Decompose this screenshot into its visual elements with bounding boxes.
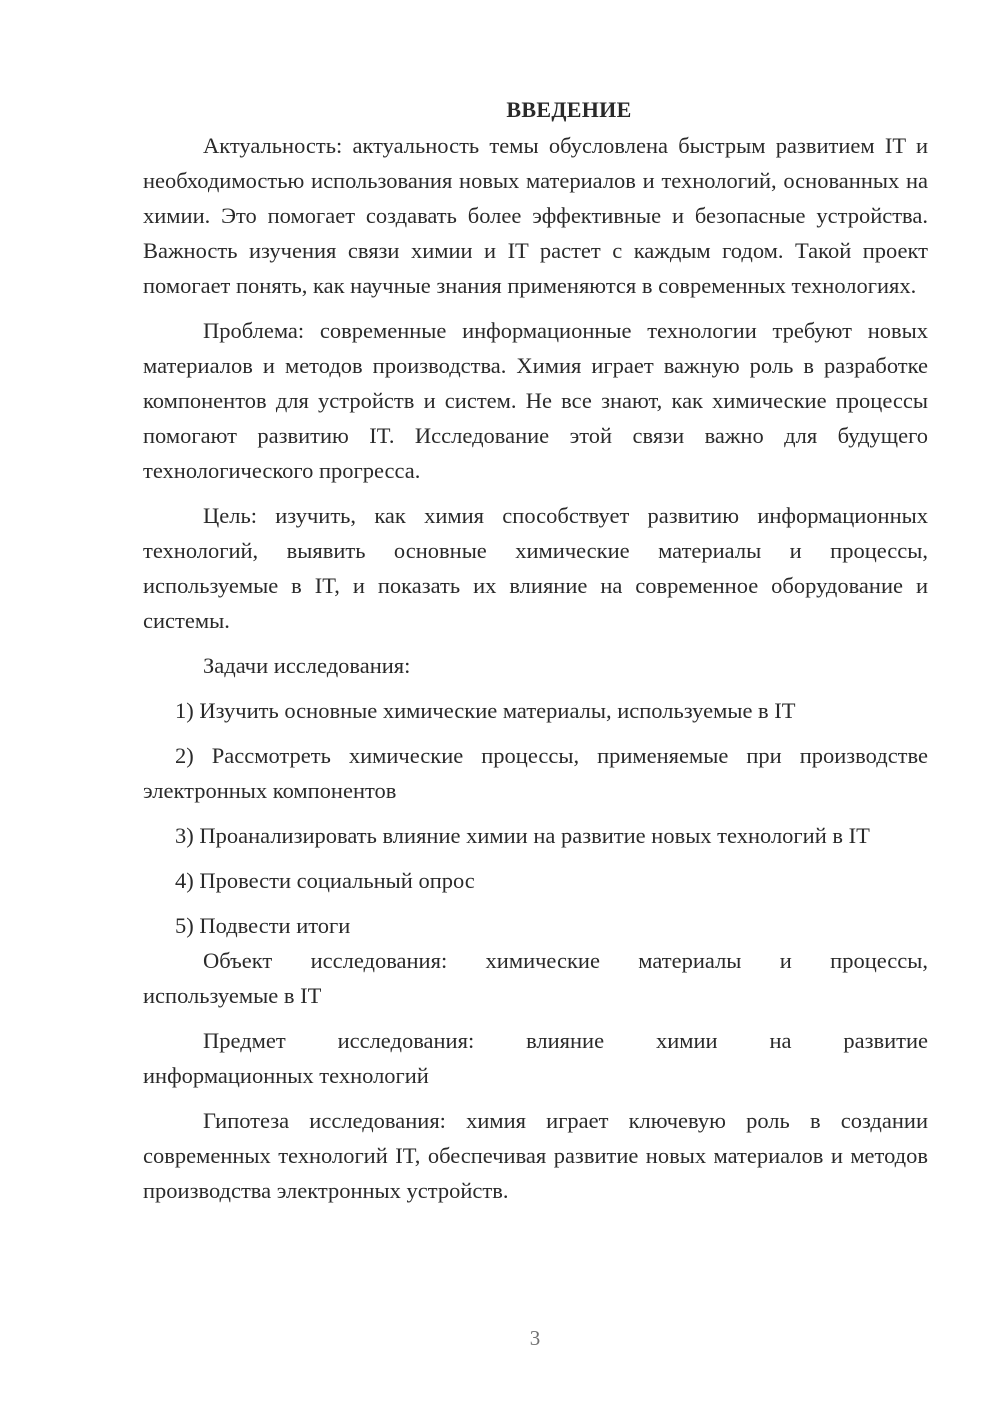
task-item-1: 1) Изучить основные химические материалы, используемые в IT [175,698,796,723]
subject-line-2: информационных технологий [143,1063,429,1088]
page-number: 3 [529,1326,541,1350]
tasks-heading: Задачи исследования: [203,653,411,678]
object-paragraph [143,943,928,1013]
task-item-5: 5) Подвести итоги [175,913,351,938]
task-item-3: 3) Проанализировать влияние химии на развитие новых технологий в IT [175,823,870,848]
page-content [143,92,928,1208]
object-line-2: используемые в IT [143,983,322,1008]
problem-paragraph: Проблема: современные информационные технологии требуют новых материалов и методов производства. Химия играет важную роль в разработке компонентов для устройств и систем. Не все знают, как химические процессы помогают развитию IT. Исследование этой связи важно для будущего технологического прогресса. [143,318,928,483]
relevance-paragraph: Актуальность: актуальность темы обусловлена быстрым развитием IT и необходимостью использования новых материалов и технологий, основанных на химии. Это помогает создавать более эффективные и безопасные устройства. Важность изучения связи химии и IT растет с каждым годом. Такой проект помогает понять, как научные знания применяются в современных технологиях. [143,133,928,298]
subject-line-1: Предмет исследования: влияние химии на развитие [203,1028,928,1053]
task-item-4: 4) Провести социальный опрос [175,868,475,893]
goal-paragraph: Цель: изучить, как химия способствует развитию информационных технологий, выявить основные химические материалы и процессы, используемые в IT, и показать их влияние на современное оборудование и системы. [143,503,928,633]
object-line-1: Объект исследования: химические материалы и процессы, [203,948,928,973]
task-item-2: 2) Рассмотреть химические процессы, применяемые при производстве электронных компонентов [143,743,928,803]
subject-paragraph [143,1023,928,1093]
hypothesis-paragraph: Гипотеза исследования: химия играет ключевую роль в создании современных технологий IT, обеспечивая развитие новых материалов и методов производства электронных устройств. [143,1108,928,1203]
page-title: ВВЕДЕНИЕ [506,97,632,122]
